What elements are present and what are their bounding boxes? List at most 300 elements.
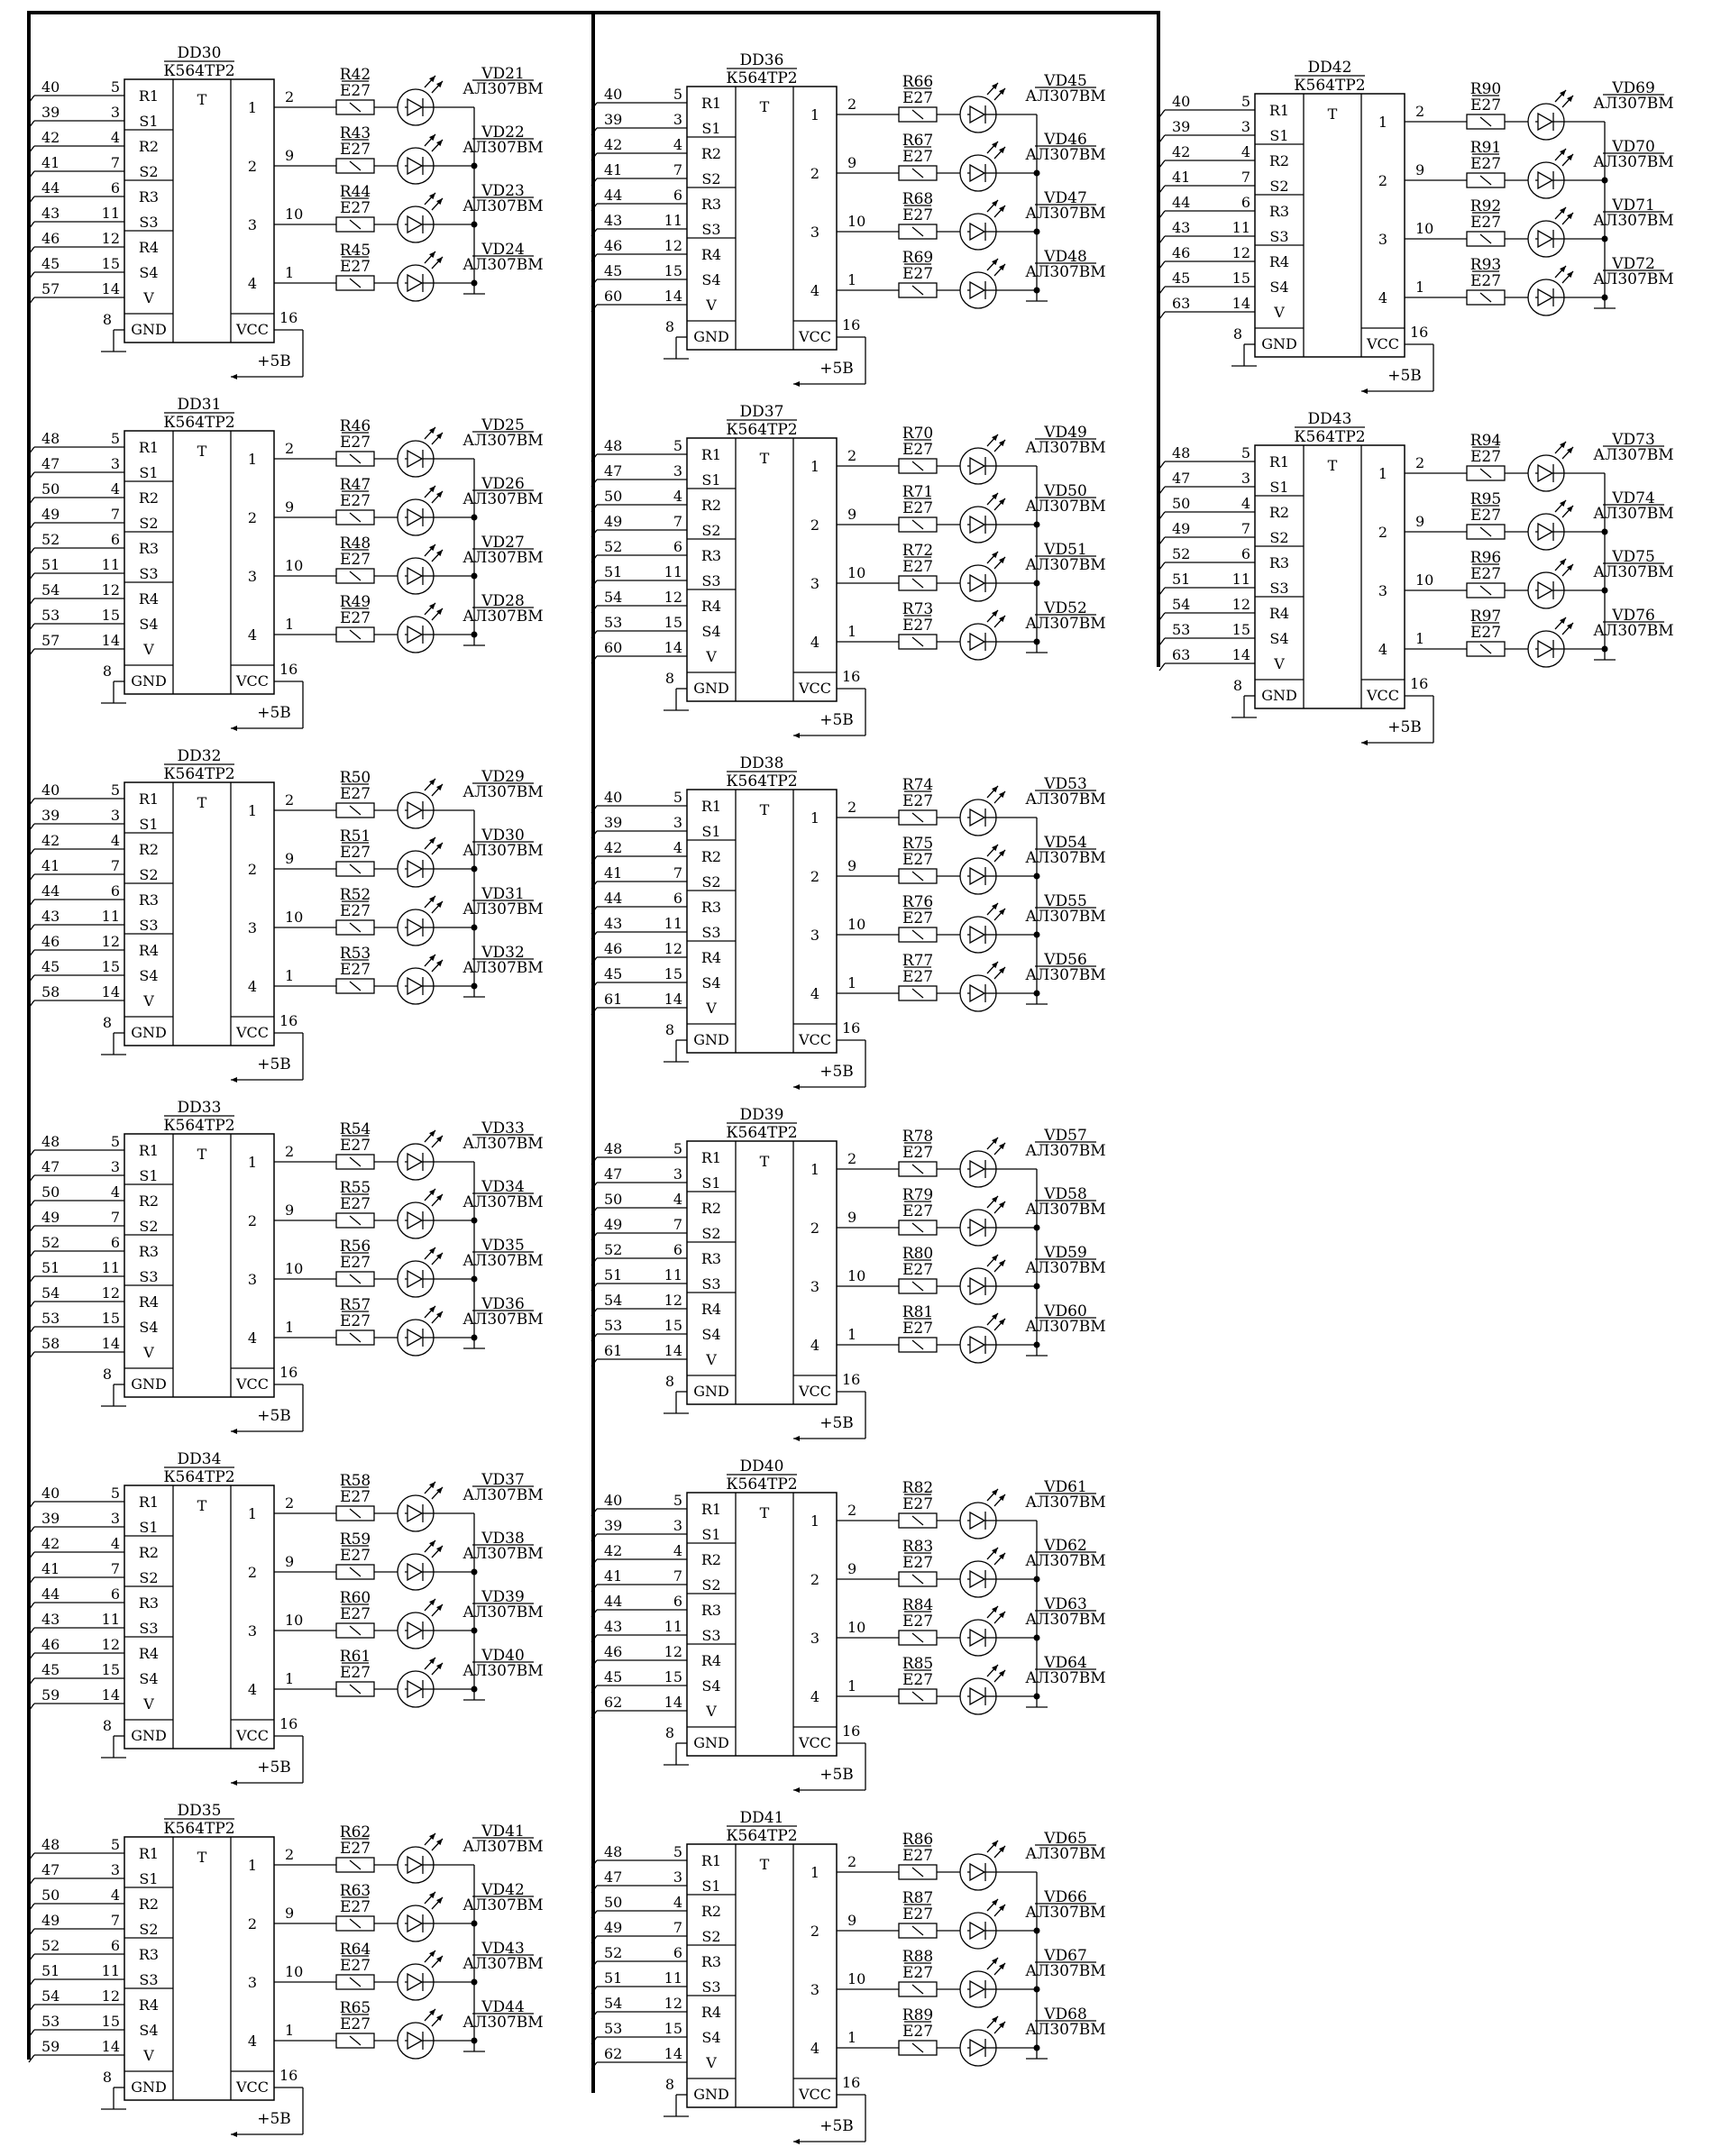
input-pin-number: 7: [673, 513, 682, 530]
input-pin-number: 4: [1241, 143, 1250, 160]
output-pin-number: 10: [1415, 571, 1434, 589]
input-net-label: 42: [41, 129, 60, 146]
chip-function: T: [197, 794, 207, 811]
led-name: VD29: [481, 768, 525, 786]
led-name: VD60: [1044, 1302, 1087, 1320]
supply-arrow-head: [793, 1436, 800, 1441]
output-pin-name: 1: [247, 1857, 258, 1874]
input-pin-name: R3: [138, 1594, 160, 1612]
input-pin-name: R2: [1268, 152, 1290, 169]
output-pin-number: 1: [285, 2022, 295, 2039]
output-pin-name: 1: [810, 1161, 820, 1178]
output-pin-number: 2: [847, 799, 857, 816]
output-pin-number: 9: [1415, 161, 1425, 178]
led-name: VD69: [1612, 79, 1655, 97]
input-pin-name: R1: [138, 790, 160, 808]
output-pin-name: 1: [810, 809, 820, 827]
chip-name: DD42: [1307, 59, 1352, 77]
input-pin-number: 3: [110, 455, 120, 472]
resistor-name: R72: [902, 542, 934, 560]
chip-block-dd42: [1159, 59, 1674, 394]
output-pin-name: 2: [810, 1923, 820, 1940]
input-pin-number: 5: [110, 781, 120, 799]
input-pin-name: S2: [701, 170, 721, 187]
resistor-name: R43: [339, 124, 371, 142]
output-pin-name: 3: [1378, 231, 1388, 248]
vcc-pin-name: VCC: [235, 1375, 270, 1393]
resistor-name: R80: [902, 1245, 934, 1263]
input-pin-number: 15: [664, 1668, 682, 1686]
input-net-label: 47: [1172, 470, 1191, 487]
led-name: VD57: [1044, 1127, 1087, 1145]
supply-label: +5В: [257, 352, 291, 370]
input-net-label: 50: [1172, 495, 1191, 512]
led-name: VD56: [1044, 951, 1087, 969]
led-type: АЛ307ВМ: [1025, 498, 1106, 516]
resistor-name: R59: [339, 1530, 371, 1548]
led-type: АЛ307ВМ: [462, 1662, 544, 1680]
input-pin-name: R4: [138, 1645, 160, 1662]
input-pin-name: S2: [1269, 178, 1289, 195]
input-net-label: 48: [41, 1836, 60, 1853]
resistor-name: R54: [339, 1120, 371, 1138]
output-pin-name: 1: [1378, 114, 1388, 131]
resistor-value: E27: [339, 902, 371, 920]
led-name: VD45: [1044, 72, 1087, 90]
input-pin-number: 7: [110, 1560, 120, 1577]
output-pin-number: 1: [1415, 279, 1425, 296]
led-name: VD42: [481, 1881, 525, 1899]
output-pin-name: 1: [247, 1505, 258, 1522]
gnd-pin-number: 8: [102, 1366, 112, 1383]
vcc-pin-name: VCC: [798, 1383, 832, 1400]
input-pin-number: 11: [664, 1618, 682, 1635]
input-pin-name: R2: [138, 1544, 160, 1561]
input-pin-number: 4: [673, 1542, 682, 1559]
output-pin-number: 9: [847, 154, 857, 171]
resistor-name: R65: [339, 1999, 371, 2017]
input-pin-number: 15: [101, 1661, 120, 1678]
input-pin-name: R1: [1268, 102, 1290, 119]
output-pin-number: 10: [847, 1619, 866, 1636]
input-net-label: 62: [604, 1694, 623, 1711]
input-pin-number: 11: [1231, 219, 1250, 236]
input-net-label: 46: [41, 1636, 60, 1653]
chip-function: T: [197, 443, 207, 460]
input-pin-name: S2: [1269, 529, 1289, 546]
led-type: АЛ307ВМ: [462, 1252, 544, 1270]
chip-block-dd33: [29, 1099, 544, 1434]
input-pin-name: S2: [139, 1921, 159, 1938]
chip-type: К564ТР2: [726, 1124, 798, 1142]
input-pin-name: V: [143, 1695, 154, 1713]
input-pin-number: 12: [664, 1643, 682, 1660]
resistor-value: E27: [902, 1202, 934, 1220]
output-pin-name: 4: [247, 626, 258, 644]
input-net-label: 54: [604, 1995, 623, 2012]
led-name: VD53: [1044, 775, 1087, 793]
led-type: АЛ307ВМ: [462, 1545, 544, 1563]
led-type: АЛ307ВМ: [462, 1193, 544, 1211]
led-type: АЛ307ВМ: [1025, 1962, 1106, 1980]
input-pin-name: S4: [701, 1677, 721, 1695]
led-name: VD58: [1044, 1185, 1087, 1203]
chip-block-dd40: [591, 1457, 1106, 1793]
gnd-pin-name: GND: [693, 1031, 729, 1048]
resistor-value: E27: [339, 1312, 371, 1330]
vcc-pin-number: 16: [1410, 324, 1429, 341]
input-pin-name: R2: [700, 145, 722, 162]
output-pin-number: 1: [285, 1319, 295, 1336]
input-pin-number: 6: [673, 890, 682, 907]
input-pin-name: V: [706, 2054, 717, 2071]
output-pin-number: 10: [847, 564, 866, 581]
supply-arrow-head: [793, 2139, 800, 2144]
input-pin-name: S4: [701, 623, 721, 640]
chip-function: T: [1327, 457, 1338, 474]
input-pin-name: S3: [701, 1978, 721, 1996]
led-name: VD71: [1612, 196, 1655, 215]
input-pin-name: S2: [701, 1928, 721, 1945]
input-net-label: 39: [41, 1510, 60, 1527]
input-pin-name: V: [143, 289, 154, 306]
input-pin-number: 7: [673, 1216, 682, 1233]
input-net-label: 46: [604, 237, 623, 254]
gnd-pin-name: GND: [131, 1727, 167, 1744]
output-pin-name: 1: [247, 1154, 258, 1171]
input-pin-number: 4: [110, 1886, 120, 1904]
resistor-value: E27: [902, 1847, 934, 1865]
chip-name: DD37: [739, 403, 784, 421]
input-pin-number: 12: [101, 1636, 120, 1653]
led-type: АЛ307ВМ: [1025, 205, 1106, 223]
resistor-value: E27: [902, 909, 934, 927]
input-pin-name: S3: [139, 1971, 159, 1988]
input-pin-number: 5: [673, 789, 682, 806]
resistor-value: E27: [339, 609, 371, 627]
input-pin-number: 15: [101, 607, 120, 624]
led-name: VD54: [1044, 834, 1087, 852]
output-pin-number: 10: [847, 1267, 866, 1284]
input-pin-number: 12: [101, 933, 120, 950]
input-pin-number: 14: [101, 2038, 120, 2055]
input-net-label: 44: [604, 1593, 623, 1610]
input-pin-number: 14: [664, 639, 682, 656]
chip-name: DD35: [177, 1802, 222, 1820]
supply-arrow-head: [793, 733, 800, 738]
resistor-name: R42: [339, 66, 371, 84]
led-type: АЛ307ВМ: [1593, 563, 1674, 581]
chip-name: DD41: [739, 1809, 784, 1827]
input-pin-number: 15: [101, 255, 120, 272]
input-pin-number: 12: [101, 1987, 120, 2005]
input-pin-name: R2: [138, 138, 160, 155]
input-pin-name: V: [143, 992, 154, 1009]
gnd-pin-name: GND: [693, 680, 729, 697]
chip-block-dd39: [591, 1106, 1106, 1441]
output-pin-name: 2: [247, 158, 258, 175]
input-pin-name: S4: [139, 616, 159, 633]
input-net-label: 48: [41, 1133, 60, 1150]
input-pin-name: V: [143, 641, 154, 658]
input-net-label: 41: [604, 161, 623, 178]
input-net-label: 49: [41, 1912, 60, 1929]
input-pin-number: 7: [673, 1919, 682, 1936]
input-pin-number: 4: [110, 480, 120, 498]
input-pin-name: V: [706, 1703, 717, 1720]
chip-type: К564ТР2: [726, 69, 798, 87]
input-net-label: 44: [1172, 194, 1191, 211]
input-net-label: 41: [41, 1560, 60, 1577]
input-net-label: 51: [604, 1266, 623, 1284]
input-pin-name: S1: [139, 1870, 159, 1887]
input-pin-number: 15: [101, 958, 120, 975]
input-net-label: 40: [41, 781, 60, 799]
input-pin-name: R3: [700, 547, 722, 564]
resistor-name: R62: [339, 1823, 371, 1841]
output-pin-number: 2: [847, 96, 857, 113]
led-name: VD37: [481, 1471, 525, 1489]
led-type: АЛ307ВМ: [1025, 1259, 1106, 1277]
input-net-label: 40: [41, 78, 60, 96]
led-type: АЛ307ВМ: [1025, 439, 1106, 457]
input-pin-name: V: [1274, 304, 1285, 321]
vcc-pin-number: 16: [279, 2067, 298, 2084]
input-pin-number: 6: [110, 179, 120, 196]
input-pin-number: 6: [1241, 545, 1250, 562]
input-pin-number: 14: [101, 632, 120, 649]
input-pin-name: S1: [139, 113, 159, 130]
input-net-label: 49: [41, 506, 60, 523]
led-type: АЛ307ВМ: [1593, 505, 1674, 523]
input-pin-number: 14: [664, 1342, 682, 1359]
input-pin-number: 5: [110, 78, 120, 96]
input-pin-name: R1: [138, 1845, 160, 1862]
input-pin-name: S1: [139, 1519, 159, 1536]
input-pin-name: R1: [700, 1149, 722, 1166]
input-pin-number: 4: [1241, 495, 1250, 512]
input-net-label: 49: [604, 513, 623, 530]
output-pin-name: 3: [810, 1981, 820, 1998]
input-pin-name: S2: [139, 866, 159, 883]
resistor-value: E27: [339, 258, 371, 276]
input-pin-number: 5: [1241, 93, 1250, 110]
output-pin-name: 3: [247, 919, 258, 936]
resistor-value: E27: [1469, 624, 1502, 642]
led-type: АЛ307ВМ: [1025, 615, 1106, 633]
supply-arrow-head: [793, 381, 800, 387]
input-pin-number: 7: [673, 1567, 682, 1585]
output-pin-name: 1: [247, 451, 258, 468]
resistor-name: R79: [902, 1186, 934, 1204]
resistor-value: E27: [902, 792, 934, 810]
input-net-label: 53: [41, 607, 60, 624]
input-net-label: 52: [604, 1944, 623, 1961]
input-pin-name: R3: [700, 899, 722, 916]
output-pin-name: 3: [247, 1622, 258, 1640]
input-pin-name: R3: [700, 1953, 722, 1970]
output-pin-name: 2: [247, 861, 258, 878]
resistor-value: E27: [902, 1964, 934, 1982]
input-pin-name: S3: [1269, 580, 1289, 597]
gnd-pin-number: 8: [1232, 677, 1242, 694]
resistor-name: R83: [902, 1538, 934, 1556]
resistor-value: E27: [339, 1488, 371, 1506]
input-net-label: 49: [604, 1216, 623, 1233]
resistor-name: R88: [902, 1948, 934, 1966]
input-net-label: 50: [604, 488, 623, 505]
input-pin-name: V: [706, 1000, 717, 1017]
input-pin-number: 6: [110, 882, 120, 900]
input-net-label: 58: [41, 983, 60, 1000]
input-net-label: 42: [604, 839, 623, 856]
resistor-name: R67: [902, 132, 934, 150]
resistor-name: R85: [902, 1655, 934, 1673]
input-pin-name: R1: [138, 1142, 160, 1159]
resistor-value: E27: [339, 1195, 371, 1213]
input-pin-name: S4: [139, 967, 159, 984]
led-type: АЛ307ВМ: [462, 2014, 544, 2032]
chip-type: К564ТР2: [163, 1117, 235, 1135]
resistor-value: E27: [902, 265, 934, 283]
output-pin-number: 1: [1415, 630, 1425, 647]
resistor-name: R66: [902, 73, 934, 91]
input-pin-name: S1: [701, 1526, 721, 1543]
resistor-value: E27: [902, 617, 934, 635]
input-pin-number: 11: [664, 212, 682, 229]
input-pin-name: S1: [139, 464, 159, 481]
chip-block-dd32: [29, 747, 544, 1083]
input-pin-name: S3: [139, 214, 159, 231]
input-pin-name: R1: [138, 439, 160, 456]
supply-label: +5В: [819, 360, 854, 378]
resistor-name: R51: [339, 827, 371, 845]
chip-function: T: [759, 98, 770, 115]
led-name: VD67: [1044, 1947, 1087, 1965]
led-name: VD31: [481, 885, 525, 903]
input-pin-name: S1: [701, 1877, 721, 1895]
input-pin-number: 14: [101, 1686, 120, 1704]
output-pin-number: 1: [847, 2029, 857, 2046]
led-type: АЛ307ВМ: [462, 1603, 544, 1622]
output-pin-name: 2: [810, 516, 820, 534]
led-name: VD28: [481, 592, 525, 610]
output-pin-number: 10: [285, 1612, 304, 1629]
input-pin-number: 5: [673, 1492, 682, 1509]
input-net-label: 58: [41, 1335, 60, 1352]
output-pin-number: 10: [847, 213, 866, 230]
output-pin-number: 9: [285, 850, 295, 867]
input-pin-number: 7: [673, 161, 682, 178]
input-pin-number: 7: [110, 506, 120, 523]
supply-label: +5В: [257, 704, 291, 722]
led-name: VD23: [481, 182, 525, 200]
input-pin-number: 14: [101, 280, 120, 297]
input-pin-number: 12: [101, 230, 120, 247]
led-name: VD40: [481, 1647, 525, 1665]
input-pin-number: 15: [664, 614, 682, 631]
vcc-pin-name: VCC: [235, 1727, 270, 1744]
input-pin-number: 14: [664, 288, 682, 305]
led-name: VD43: [481, 1940, 525, 1958]
input-net-label: 59: [41, 2038, 60, 2055]
output-pin-name: 3: [810, 927, 820, 944]
chip-type: К564ТР2: [163, 414, 235, 432]
input-pin-number: 5: [1241, 444, 1250, 461]
vcc-pin-name: VCC: [235, 1024, 270, 1041]
input-net-label: 46: [604, 940, 623, 957]
input-net-label: 57: [41, 280, 60, 297]
chip-name: DD36: [739, 51, 784, 69]
input-pin-number: 15: [664, 965, 682, 982]
input-pin-name: V: [706, 648, 717, 665]
led-type: АЛ307ВМ: [462, 432, 544, 450]
input-pin-number: 14: [1231, 646, 1250, 663]
input-pin-number: 5: [673, 86, 682, 103]
output-pin-number: 9: [847, 1560, 857, 1577]
input-pin-number: 3: [673, 1165, 682, 1183]
input-net-label: 45: [604, 965, 623, 982]
input-pin-name: S2: [701, 1576, 721, 1594]
led-type: АЛ307ВМ: [462, 80, 544, 98]
led-name: VD63: [1044, 1595, 1087, 1613]
input-pin-name: R1: [1268, 453, 1290, 470]
output-pin-number: 10: [285, 557, 304, 574]
input-pin-number: 14: [664, 991, 682, 1008]
input-net-label: 63: [1172, 295, 1191, 312]
output-pin-number: 9: [285, 1905, 295, 1922]
input-net-label: 53: [41, 1310, 60, 1327]
input-net-label: 48: [41, 430, 60, 447]
output-pin-number: 9: [847, 506, 857, 523]
input-pin-number: 3: [1241, 470, 1250, 487]
output-pin-number: 1: [847, 1326, 857, 1343]
input-net-label: 41: [41, 154, 60, 171]
output-pin-name: 3: [247, 1271, 258, 1288]
input-net-label: 54: [41, 581, 60, 598]
gnd-pin-number: 8: [102, 662, 112, 680]
input-pin-number: 15: [664, 1317, 682, 1334]
input-pin-number: 6: [673, 187, 682, 204]
vcc-pin-number: 16: [279, 1012, 298, 1029]
input-pin-number: 4: [673, 488, 682, 505]
led-type: АЛ307ВМ: [1025, 1494, 1106, 1512]
input-net-label: 40: [1172, 93, 1191, 110]
resistor-value: E27: [902, 851, 934, 869]
input-pin-number: 14: [664, 1694, 682, 1711]
input-pin-name: R1: [700, 1852, 722, 1869]
resistor-name: R57: [339, 1296, 371, 1314]
resistor-name: R76: [902, 893, 934, 911]
input-pin-name: S2: [139, 515, 159, 532]
chip-function: T: [759, 450, 770, 467]
supply-label: +5В: [257, 2110, 291, 2128]
input-net-label: 45: [1172, 270, 1191, 287]
input-net-label: 43: [41, 1611, 60, 1628]
resistor-value: E27: [902, 499, 934, 517]
input-pin-name: R2: [700, 497, 722, 514]
input-net-label: 40: [604, 789, 623, 806]
output-pin-name: 1: [810, 1512, 820, 1530]
input-net-label: 52: [41, 1937, 60, 1954]
resistor-value: E27: [1469, 155, 1502, 173]
led-type: АЛ307ВМ: [1025, 1552, 1106, 1570]
resistor-value: E27: [1469, 448, 1502, 466]
resistor-name: R78: [902, 1128, 934, 1146]
output-pin-name: 4: [247, 275, 258, 292]
input-pin-number: 11: [101, 1611, 120, 1628]
input-pin-name: R4: [1268, 605, 1290, 622]
